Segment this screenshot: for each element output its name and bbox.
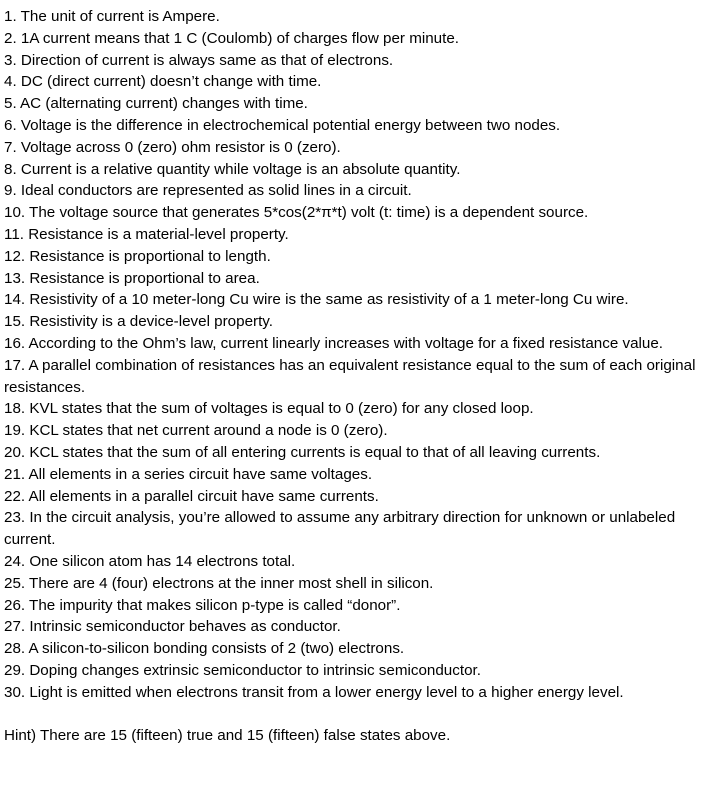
statement-22: 22. All elements in a parallel circuit have same currents. xyxy=(4,487,379,505)
statement-30: 30. Light is emitted when electrons transit from a lower energy level to a higher energy level. xyxy=(4,683,624,701)
statement-17: 17. A parallel combination of resistances has an equivalent resistance equal to the sum of each original resistances. xyxy=(4,356,696,396)
statement-3: 3. Direction of current is always same as that of electrons. xyxy=(4,51,394,69)
statement-16: 16. According to the Ohm’s law, current linearly increases with voltage for a fixed resistance value. xyxy=(4,334,664,352)
statement-list xyxy=(4,6,704,704)
document xyxy=(4,6,704,747)
statement-23: 23. In the circuit analysis, you’re allowed to assume any arbitrary direction for unknown or unlabeled current. xyxy=(4,509,676,549)
statement-5: 5. AC (alternating current) changes with time. xyxy=(4,95,308,113)
statement-1: 1. The unit of current is Ampere. xyxy=(4,8,220,25)
statement-13: 13. Resistance is proportional to area. xyxy=(4,269,260,287)
statement-28: 28. A silicon-to-silicon bonding consists of 2 (two) electrons. xyxy=(4,640,405,658)
statement-14: 14. Resistivity of a 10 meter-long Cu wire is the same as resistivity of a 1 meter-long Cu wire. xyxy=(4,291,629,309)
statement-6: 6. Voltage is the difference in electrochemical potential energy between two nodes. xyxy=(4,116,561,134)
hint-text: Hint) There are 15 (fifteen) true and 15 (fifteen) false states above. xyxy=(4,727,451,745)
statement-24: 24. One silicon atom has 14 electrons total. xyxy=(4,552,296,570)
statement-4: 4. DC (direct current) doesn’t change with time. xyxy=(4,73,322,91)
statement-8: 8. Current is a relative quantity while voltage is an absolute quantity. xyxy=(4,160,461,178)
statement-12: 12. Resistance is proportional to length. xyxy=(4,247,271,265)
blank-line xyxy=(4,704,704,726)
statement-15: 15. Resistivity is a device-level property. xyxy=(4,313,273,331)
statement-27: 27. Intrinsic semiconductor behaves as conductor. xyxy=(4,618,341,636)
statement-10: 10. The voltage source that generates 5*cos(2*π*t) volt (t: time) is a dependent source. xyxy=(4,204,589,222)
statement-2: 2. 1A current means that 1 C (Coulomb) of charges flow per minute. xyxy=(4,29,459,47)
statement-19: 19. KCL states that net current around a node is 0 (zero). xyxy=(4,422,388,440)
statement-9: 9. Ideal conductors are represented as solid lines in a circuit. xyxy=(4,182,412,200)
statement-11: 11. Resistance is a material-level property. xyxy=(4,225,289,243)
statement-26: 26. The impurity that makes silicon p-type is called “donor”. xyxy=(4,596,401,614)
statement-21: 21. All elements in a series circuit have same voltages. xyxy=(4,465,373,483)
statement-7: 7. Voltage across 0 (zero) ohm resistor is 0 (zero). xyxy=(4,138,341,156)
statement-20: 20. KCL states that the sum of all entering currents is equal to that of all leaving currents. xyxy=(4,443,601,461)
statement-18: 18. KVL states that the sum of voltages is equal to 0 (zero) for any closed loop. xyxy=(4,400,534,418)
statement-29: 29. Doping changes extrinsic semiconductor to intrinsic semiconductor. xyxy=(4,661,481,679)
statement-25: 25. There are 4 (four) electrons at the inner most shell in silicon. xyxy=(4,574,434,592)
